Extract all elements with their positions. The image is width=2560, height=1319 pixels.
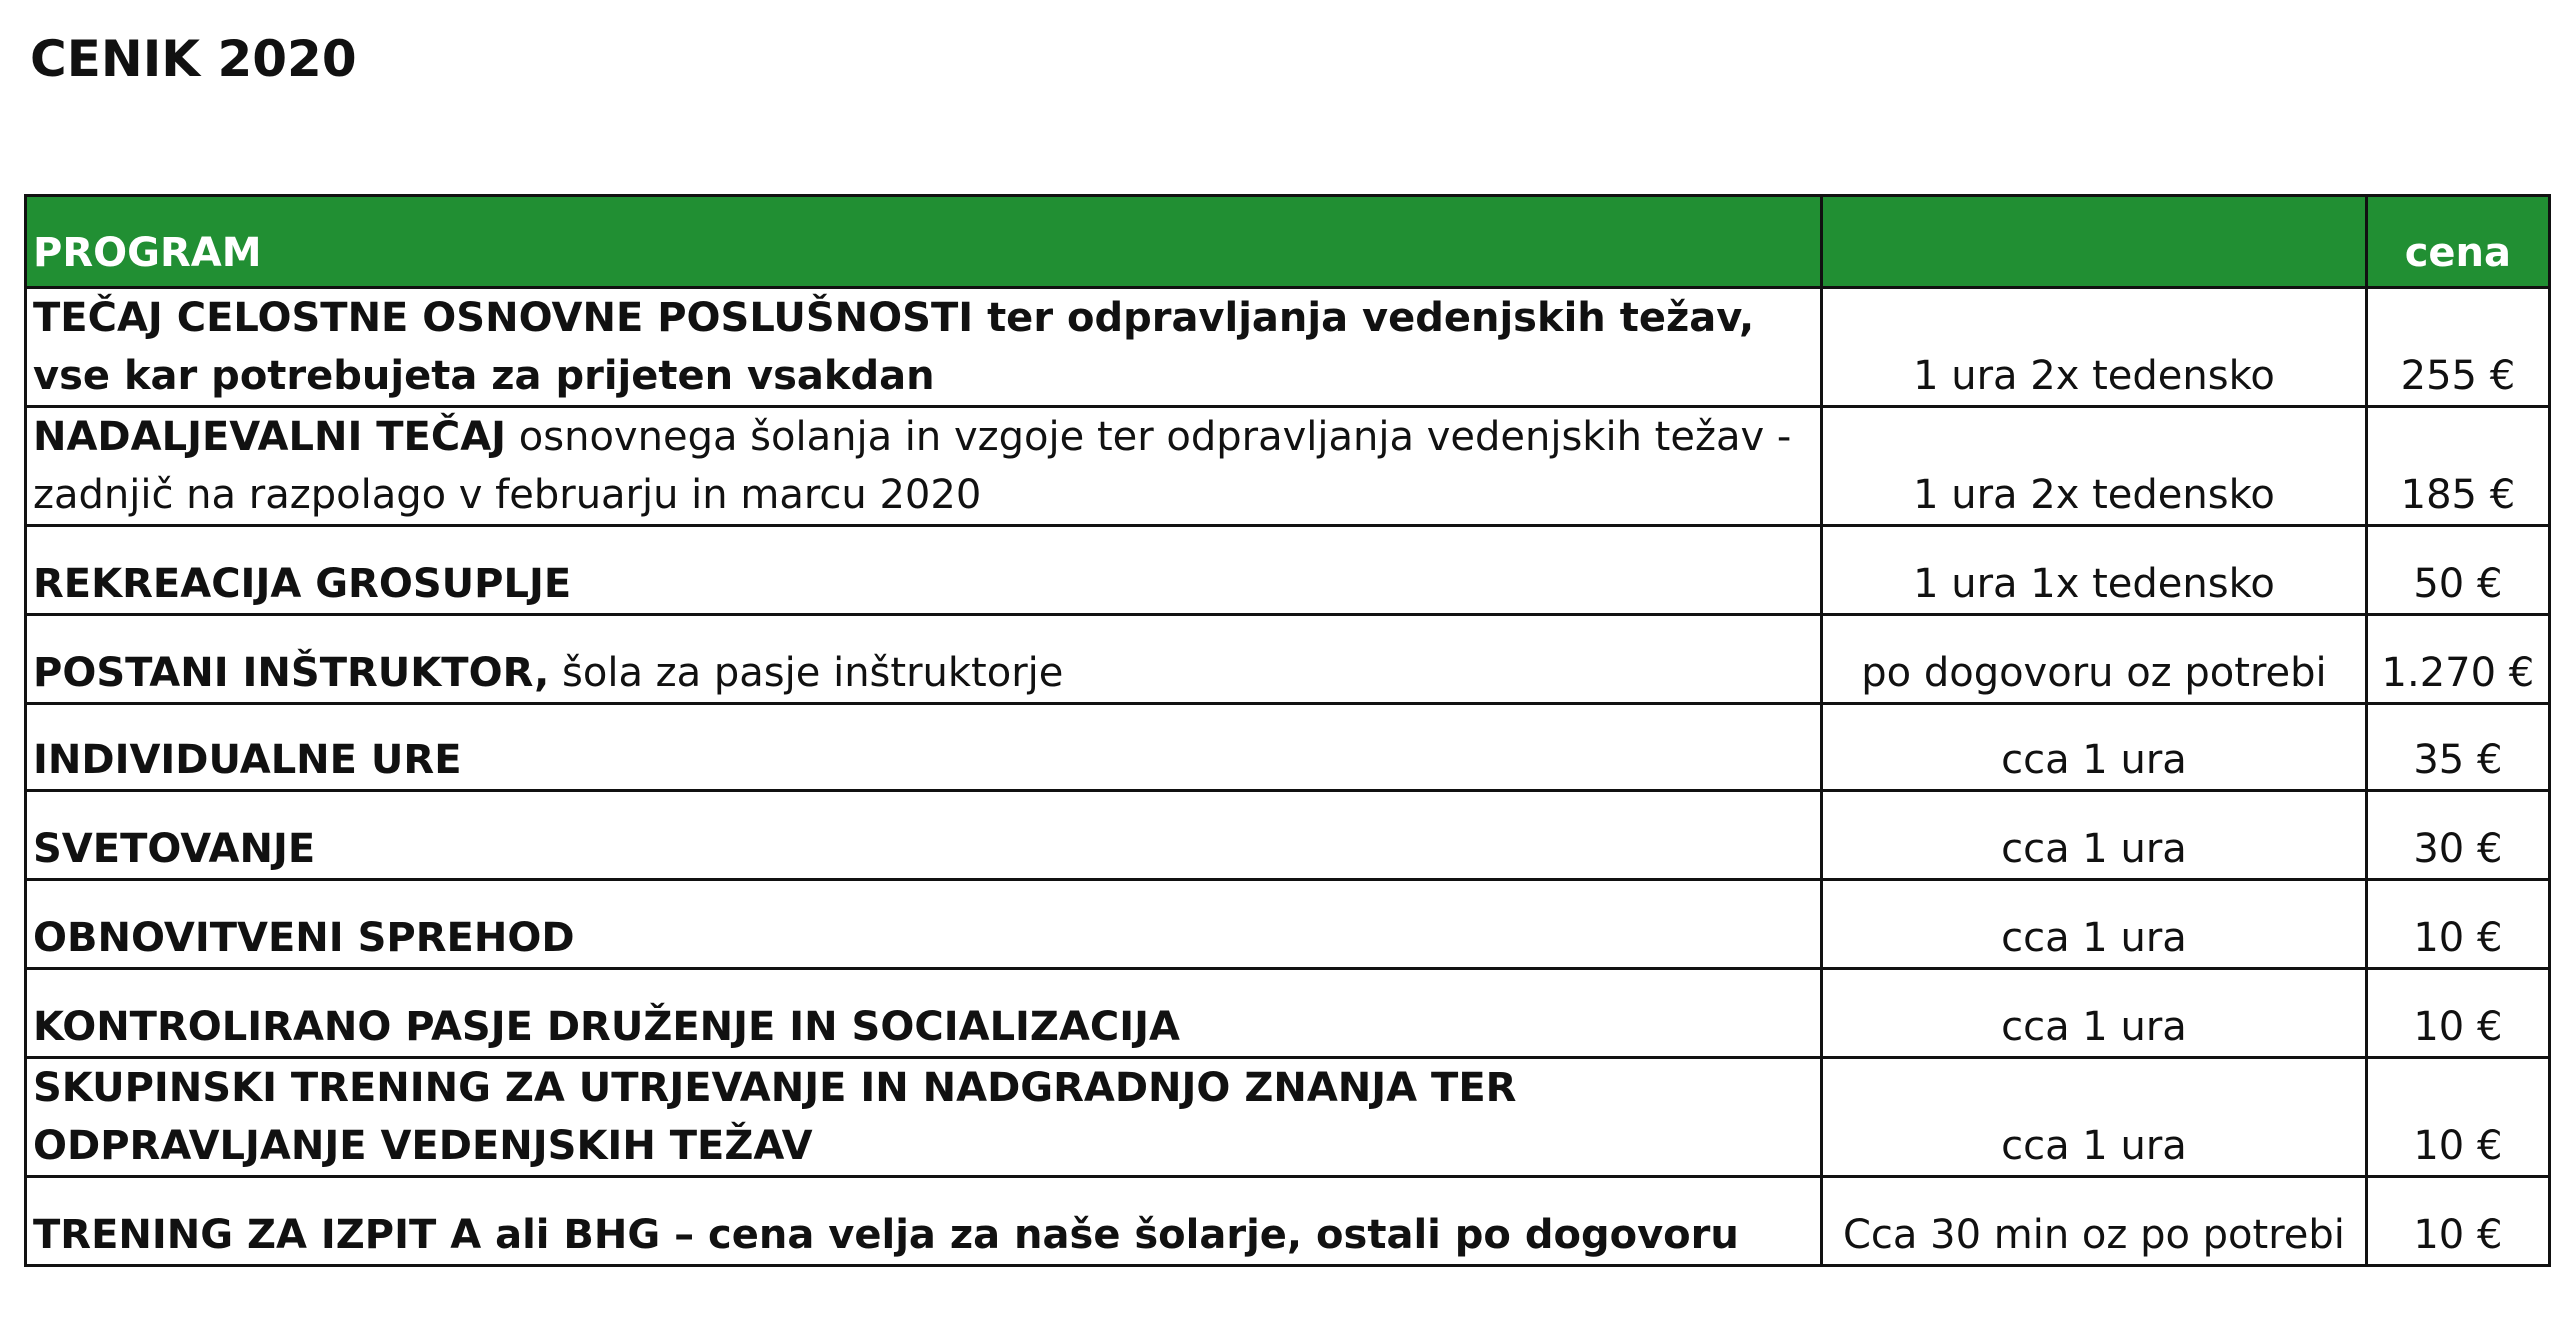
header-program: PROGRAM (26, 196, 1822, 288)
program-name: OBNOVITVENI SPREHOD (33, 915, 575, 961)
table-row (26, 1177, 2550, 1266)
table-row (26, 407, 2550, 526)
price-cell: 30 € (2366, 791, 2549, 880)
schedule-cell: po dogovoru oz potrebi (1822, 615, 2367, 704)
table-row (26, 1058, 2550, 1177)
schedule-cell: cca 1 ura (1822, 791, 2367, 880)
schedule-cell: cca 1 ura (1822, 1058, 2367, 1177)
table-row (26, 288, 2550, 407)
program-name: SVETOVANJE (33, 826, 316, 872)
header-price: cena (2366, 196, 2549, 288)
schedule-cell: cca 1 ura (1822, 880, 2367, 969)
program-cell (26, 1177, 1822, 1266)
program-name: SKUPINSKI TRENING ZA UTRJEVANJE IN NADGRADNJO ZNANJA TER ODPRAVLJANJE VEDENJSKIH TEŽAV (33, 1065, 1517, 1169)
price-cell: 10 € (2366, 880, 2549, 969)
schedule-cell: 1 ura 2x tedensko (1822, 407, 2367, 526)
program-name: INDIVIDUALNE URE (33, 737, 462, 783)
table-row (26, 969, 2550, 1058)
table-row (26, 791, 2550, 880)
price-cell: 185 € (2366, 407, 2549, 526)
program-cell (26, 969, 1822, 1058)
program-cell (26, 526, 1822, 615)
program-name: NADALJEVALNI TEČAJ (33, 414, 507, 460)
table-header-row (26, 196, 2550, 288)
schedule-cell: 1 ura 1x tedensko (1822, 526, 2367, 615)
program-cell (26, 615, 1822, 704)
program-cell (26, 880, 1822, 969)
program-name: KONTROLIRANO PASJE DRUŽENJE IN SOCIALIZACIJA (33, 1004, 1180, 1050)
price-cell: 255 € (2366, 288, 2549, 407)
schedule-cell: 1 ura 2x tedensko (1822, 288, 2367, 407)
program-name: REKREACIJA GROSUPLJE (33, 561, 572, 607)
program-cell (26, 288, 1822, 407)
table-row (26, 526, 2550, 615)
table-row (26, 615, 2550, 704)
table-row (26, 880, 2550, 969)
program-cell (26, 791, 1822, 880)
program-cell (26, 407, 1822, 526)
program-name: POSTANI INŠTRUKTOR, (33, 650, 550, 696)
table-row (26, 704, 2550, 791)
schedule-cell: cca 1 ura (1822, 969, 2367, 1058)
program-cell (26, 1058, 1822, 1177)
price-cell: 35 € (2366, 704, 2549, 791)
program-description: šola za pasje inštruktorje (549, 650, 1064, 696)
header-schedule (1822, 196, 2367, 288)
program-name: TRENING ZA IZPIT A ali BHG – cena velja za naše šolarje, ostali po dogovoru (33, 1212, 1739, 1258)
schedule-cell: Cca 30 min oz po potrebi (1822, 1177, 2367, 1266)
program-description: osnovnega šolanja in vzgoje ter odpravljanja vedenjskih težav - zadnjič na razpolago v februarju in marcu 2020 (33, 414, 1792, 518)
program-cell (26, 704, 1822, 791)
price-cell: 10 € (2366, 1058, 2549, 1177)
price-cell: 50 € (2366, 526, 2549, 615)
price-cell: 1.270 € (2366, 615, 2549, 704)
price-table (24, 194, 2551, 1267)
page-title: CENIK 2020 (30, 30, 357, 88)
schedule-cell: cca 1 ura (1822, 704, 2367, 791)
price-cell: 10 € (2366, 1177, 2549, 1266)
price-cell: 10 € (2366, 969, 2549, 1058)
program-name: TEČAJ CELOSTNE OSNOVNE POSLUŠNOSTI ter odpravljanja vedenjskih težav, vse kar potrebujeta za prijeten vsakdan (33, 295, 1755, 399)
